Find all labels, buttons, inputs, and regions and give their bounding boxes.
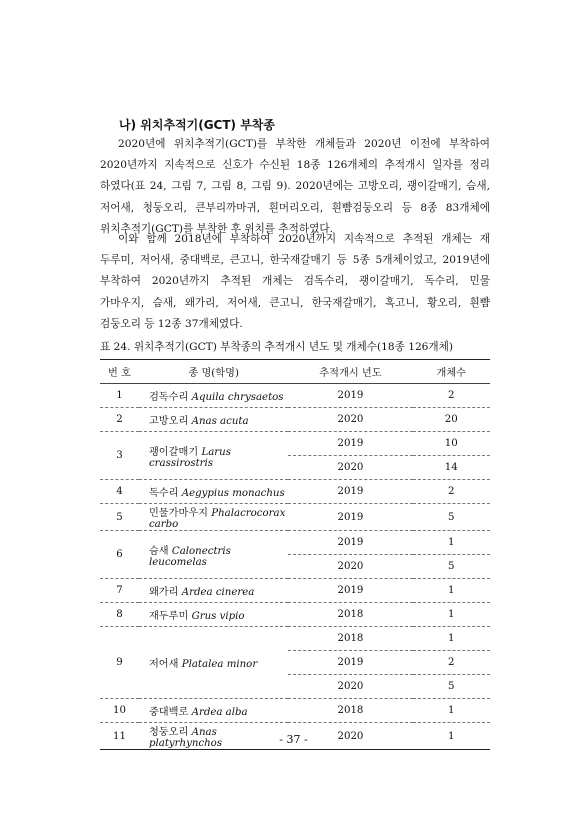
individual-count: 1 [413, 627, 490, 651]
row-number: 8 [100, 603, 139, 627]
tracking-start-year: 2019 [288, 531, 412, 555]
tracking-start-year: 2018 [288, 627, 412, 651]
species-korean-name: 슴새 [148, 545, 169, 557]
species-name [139, 699, 288, 723]
species-scientific-name: Ardea alba [191, 707, 248, 718]
species-scientific-name: Phalacrocorax carbo [148, 508, 286, 530]
individual-count: 1 [413, 603, 490, 627]
table-row [100, 408, 490, 432]
individual-count: 1 [413, 531, 490, 555]
species-name [139, 531, 288, 579]
paragraph-line: 저어새, 청둥오리, 큰부리까마귀, 흰머리오리, 흰뺨검둥오리 등 8종 83개체에 [100, 201, 490, 214]
table-row [100, 699, 490, 723]
page-number: - 37 - [279, 733, 308, 746]
species-scientific-name: Aquila chrysaetos [191, 392, 284, 403]
row-number: 6 [100, 531, 139, 579]
individual-count: 20 [413, 408, 490, 432]
individual-count: 2 [413, 651, 490, 675]
row-number: 4 [100, 480, 139, 504]
header-number: 번 호 [100, 360, 139, 384]
paragraph-line: 검둥오리 등 12종 37개체였다. [100, 317, 243, 330]
species-name [139, 432, 288, 480]
species-name [139, 480, 288, 504]
species-name [139, 384, 288, 408]
species-korean-name: 재두루미 [148, 611, 189, 622]
table-header-row [100, 360, 490, 384]
table-row [100, 480, 490, 504]
individual-count: 5 [413, 555, 490, 579]
tracking-start-year: 2018 [288, 603, 412, 627]
paragraph-line: 위치추적기(GCT)를 부착한 후 위치를 추적하였다. [100, 222, 333, 235]
tracking-start-year: 2020 [288, 675, 412, 699]
table-row [100, 603, 490, 627]
table-row [100, 384, 490, 408]
species-scientific-name: Calonectris leucomelas [148, 545, 231, 568]
species-scientific-name: Grus vipio [191, 611, 245, 622]
row-number: 7 [100, 579, 139, 603]
species-korean-name: 저어새 [148, 659, 179, 670]
table-row [100, 432, 490, 456]
individual-count: 1 [413, 579, 490, 603]
species-korean-name: 중대백로 [148, 707, 189, 718]
header-count: 개체수 [413, 360, 490, 384]
header-species: 종 명(학명) [139, 360, 288, 384]
row-number: 10 [100, 699, 139, 723]
species-name [139, 627, 288, 699]
tracking-start-year: 2019 [288, 384, 412, 408]
row-number: 9 [100, 627, 139, 699]
species-name [139, 504, 288, 531]
paragraph-1 [100, 134, 490, 240]
species-scientific-name: Aegypius monachus [181, 488, 285, 499]
species-korean-name: 검독수리 [148, 392, 189, 403]
paragraph-line: 이와 함께 2018년에 부착하여 2020년까지 지속적으로 추적된 개체는 재 [118, 233, 490, 245]
table-caption: 표 24. 위치추적기(GCT) 부착종의 추적개시 년도 및 개체수(18종 126개체) [100, 341, 454, 353]
row-number: 11 [100, 723, 139, 750]
paragraph-line: 두루미, 저어새, 중대백로, 큰고니, 한국재갈매기 등 5종 5개체이었고, 2019년에 [100, 254, 490, 267]
table-body [100, 384, 490, 750]
section-heading: 나) 위치추적기(GCT) 부착종 [119, 118, 275, 132]
individual-count: 1 [413, 699, 490, 723]
table-row [100, 579, 490, 603]
individual-count: 5 [413, 675, 490, 699]
species-scientific-name: Anas acuta [191, 416, 249, 427]
species-scientific-name: Larus crassirostris [148, 446, 231, 469]
tracking-start-year: 2019 [288, 480, 412, 504]
individual-count: 2 [413, 384, 490, 408]
species-scientific-name: Platalea minor [181, 659, 258, 670]
tracking-start-year: 2020 [288, 456, 412, 480]
species-korean-name: 고방오리 [148, 416, 189, 427]
tracking-start-year: 2018 [288, 699, 412, 723]
individual-count: 2 [413, 480, 490, 504]
header-year: 추적개시 년도 [288, 360, 412, 384]
species-name [139, 579, 288, 603]
paragraph-line: 하였다(표 24, 그림 7, 그림 8, 그림 9). 2020년에는 고방오리, 괭이갈매기, 슴새, [100, 180, 490, 193]
tracking-start-year: 2019 [288, 504, 412, 531]
row-number: 1 [100, 384, 139, 408]
individual-count: 1 [413, 723, 490, 750]
row-number: 5 [100, 504, 139, 531]
species-scientific-name: Ardea cinerea [181, 587, 255, 598]
species-scientific-name: Anas platyrhynchos [148, 727, 223, 749]
row-number: 2 [100, 408, 139, 432]
paragraph-line: 가마우지, 슴새, 왜가리, 저어새, 큰고니, 한국재갈매기, 혹고니, 황오리, 흰뺨 [100, 296, 490, 309]
paragraph-2 [100, 229, 490, 335]
table-row [100, 627, 490, 651]
row-number: 3 [100, 432, 139, 480]
table-row [100, 531, 490, 555]
table-row [100, 504, 490, 531]
tracking-start-year: 2019 [288, 432, 412, 456]
tracking-start-year: 2020 [288, 555, 412, 579]
species-korean-name: 민물가마우지 [148, 508, 209, 519]
species-korean-name: 왜가리 [148, 587, 179, 598]
species-name [139, 408, 288, 432]
individual-count: 10 [413, 432, 490, 456]
tracking-start-year: 2019 [288, 651, 412, 675]
tracking-start-year: 2020 [288, 408, 412, 432]
species-korean-name: 독수리 [148, 488, 179, 499]
paragraph-line: 2020년까지 지속적으로 신호가 수신된 18종 126개체의 추적개시 일자를 정리 [100, 159, 490, 172]
paragraph-line: 2020년에 위치추적기(GCT)를 부착한 개체들과 2020년 이전에 부착하여 [118, 138, 490, 150]
species-korean-name: 괭이갈매기 [148, 446, 199, 458]
tracking-start-year: 2020 [288, 723, 412, 750]
species-tracking-table [100, 359, 490, 750]
paragraph-line: 부착하여 2020년까지 추적된 개체는 검독수리, 괭이갈매기, 독수리, 민물 [100, 275, 490, 288]
tracking-start-year: 2019 [288, 579, 412, 603]
species-korean-name: 청둥오리 [148, 727, 189, 738]
individual-count: 14 [413, 456, 490, 480]
individual-count: 5 [413, 504, 490, 531]
species-name [139, 603, 288, 627]
